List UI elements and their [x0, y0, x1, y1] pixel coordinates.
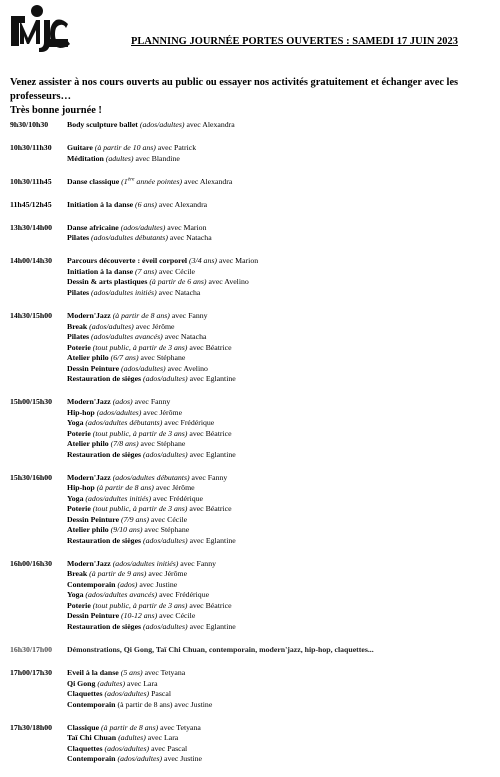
activity-audience: (ados/adultes)	[96, 407, 142, 417]
activity-teacher: (à partir de 8 ans) avec Justine	[117, 699, 213, 709]
intro-line-2: Très bonne journée !	[10, 105, 102, 116]
activity-item	[67, 668, 495, 679]
activity-audience: (1ère année pointes)	[121, 176, 183, 186]
activity-teacher: avec Justine	[164, 754, 202, 764]
activity-name: Poterie	[67, 600, 91, 610]
time-slot-activities	[67, 668, 495, 710]
activity-item	[67, 504, 495, 515]
activity-audience: (ados/adultes débutants)	[85, 418, 163, 428]
activity-name: Restauration de sièges	[67, 449, 142, 459]
time-slot	[10, 559, 495, 633]
activity-item	[67, 364, 495, 375]
activity-name: Parcours découverte : éveil corporel	[67, 256, 188, 266]
activity-name: Atelier philo	[67, 439, 109, 449]
time-slot-activities	[67, 473, 495, 547]
activity-item	[67, 723, 495, 734]
time-slot	[10, 200, 495, 211]
activity-teacher: avec Pascal	[151, 743, 188, 753]
intro-text	[10, 76, 490, 118]
activity-audience: (tout public, à partir de 3 ans)	[92, 600, 188, 610]
activity-item	[67, 177, 495, 188]
time-slot-time: 10h30/11h45	[10, 176, 52, 186]
activity-teacher: avec Cécile	[159, 611, 196, 621]
activity-audience: (tout public, à partir de 3 ans)	[92, 504, 188, 514]
time-slot-time: 15h30/16h00	[10, 472, 53, 482]
activity-audience: (ados/adultes débutants)	[112, 472, 190, 482]
time-slot-time: 14h00/14h30	[10, 256, 53, 266]
activity-audience: (à partir de 9 ans)	[89, 569, 147, 579]
activity-teacher: avec Fanny	[171, 311, 208, 321]
activity-item	[67, 744, 495, 755]
activity-name: Méditation	[67, 153, 104, 163]
activity-item	[67, 288, 495, 299]
activity-name: Atelier philo	[67, 353, 109, 363]
activity-name: Pilates	[67, 233, 90, 243]
activity-item	[67, 536, 495, 547]
time-slot-activities	[67, 143, 495, 164]
activity-name: Dessin & arts plastiques	[67, 277, 148, 287]
activity-teacher: avec Natacha	[169, 233, 212, 243]
activity-item	[67, 559, 495, 570]
activity-name: Atelier philo	[67, 525, 109, 535]
time-slot-time: 16h00/16h30	[10, 558, 53, 568]
activity-name: Taï Chi Chuan	[67, 733, 117, 743]
activity-item	[67, 418, 495, 429]
activity-item	[67, 322, 495, 333]
activity-item	[67, 494, 495, 505]
activity-audience: (5 ans)	[120, 668, 143, 678]
time-slot	[10, 256, 495, 298]
activity-name: Danse classique	[67, 176, 120, 186]
time-slot-time: 9h30/10h30	[10, 120, 49, 129]
activity-name: Poterie	[67, 428, 91, 438]
activity-teacher: avec Justine	[139, 579, 178, 589]
activity-teacher: avec Avelino	[208, 277, 249, 287]
activity-teacher: avec Jérôme	[155, 483, 195, 493]
activity-teacher: avec Béatrice	[189, 428, 232, 438]
activity-item	[67, 689, 495, 700]
activity-name: Modern'Jazz	[67, 558, 111, 568]
time-slot-activities	[67, 311, 495, 385]
activity-teacher: avec Stéphane	[140, 353, 186, 363]
logo-caption: Jouer les Yeux	[48, 48, 80, 53]
activity-audience: (ados)	[112, 397, 133, 407]
activity-audience: (ados)	[117, 579, 138, 589]
activity-teacher: avec Lara	[127, 678, 158, 688]
activity-name: Hip-hop	[67, 407, 95, 417]
activity-audience: (ados/adultes)	[143, 374, 188, 384]
activity-teacher: avec Cécile	[150, 514, 188, 524]
activity-item	[67, 525, 495, 536]
activity-teacher: avec Marion	[218, 256, 259, 266]
time-slot	[10, 120, 495, 131]
activity-name: Restauration de sièges	[67, 621, 142, 631]
activity-name: Pilates	[67, 332, 90, 342]
activity-teacher: avec Fanny	[191, 472, 228, 482]
activity-teacher: avec Natacha	[158, 287, 201, 297]
activity-audience: (tout public, à partir de 3 ans)	[92, 342, 188, 352]
activity-name: Poterie	[67, 342, 91, 352]
activity-audience: (ados/adultes débutants)	[91, 233, 168, 243]
activity-teacher: avec Tetyana	[160, 722, 201, 732]
activity-audience: (6/7 ans)	[110, 353, 139, 363]
activity-name: Initiation à la danse	[67, 199, 134, 209]
activity-audience: (7/9 ans)	[121, 514, 149, 524]
activity-item	[67, 429, 495, 440]
time-slot-time: 17h00/17h30	[10, 668, 53, 678]
activity-teacher: avec Jérôme	[135, 321, 175, 331]
time-slot-time: 14h30/15h00	[10, 311, 53, 321]
activity-name: Break	[67, 569, 88, 579]
activity-name: Pilates	[67, 287, 90, 297]
activity-item	[67, 277, 495, 288]
activity-item	[67, 353, 495, 364]
activity-name: Yoga	[67, 418, 84, 428]
activity-teacher: avec Frédérique	[159, 590, 210, 600]
activity-item	[67, 311, 495, 322]
activity-audience: (adultes)	[105, 153, 134, 163]
page-title: PLANNING JOURNÉE PORTES OUVERTES : SAMEDI 17 JUIN 2023	[131, 36, 459, 47]
activity-teacher: avec Blandine	[135, 153, 180, 163]
activity-audience: (6 ans)	[135, 199, 157, 209]
activity-audience: (ados/adultes initiés)	[85, 493, 152, 503]
activity-name: Dessin Peinture	[67, 363, 120, 373]
activity-name: Claquettes	[67, 743, 103, 753]
activity-teacher: avec Lara	[147, 733, 179, 743]
activity-item	[67, 439, 495, 450]
activity-audience: (ados/adultes initiés)	[112, 558, 179, 568]
activity-item	[67, 397, 495, 408]
activity-item	[67, 611, 495, 622]
activity-item	[67, 645, 495, 656]
activity-name: Yoga	[67, 493, 84, 503]
activity-name: Contemporain	[67, 579, 116, 589]
activity-name: Body sculpture ballet	[67, 120, 138, 129]
activity-teacher: avec Patrick	[157, 143, 197, 153]
activity-teacher: avec Fanny	[134, 397, 171, 407]
activity-name: Modern'Jazz	[67, 311, 111, 321]
activity-teacher: avec Stéphane	[140, 439, 186, 449]
activity-teacher: avec Alexandra	[186, 120, 235, 129]
activity-audience: (7/8 ans)	[110, 439, 139, 449]
activity-item	[67, 200, 495, 211]
activity-name: Initiation à la danse	[67, 266, 134, 276]
activity-teacher: avec Cécile	[158, 266, 196, 276]
activity-name: Break	[67, 321, 88, 331]
activity-audience: (9/10 ans)	[110, 525, 143, 535]
activity-teacher: avec Frédérique	[164, 418, 215, 428]
activity-name: Claquettes	[67, 689, 103, 699]
activity-name: Dessin Peinture	[67, 611, 120, 621]
activity-item	[67, 569, 495, 580]
activity-audience: (à partir de 8 ans)	[112, 311, 170, 321]
activity-item	[67, 332, 495, 343]
time-slot	[10, 473, 495, 547]
activity-item	[67, 679, 495, 690]
activity-teacher: avec Marion	[167, 222, 207, 232]
activity-audience: (adultes)	[97, 678, 126, 688]
activity-item	[67, 622, 495, 633]
activity-name: Contemporain	[67, 699, 116, 709]
activity-audience: (7 ans)	[135, 266, 157, 276]
time-slot	[10, 668, 495, 710]
activity-audience: (ados/adultes)	[143, 621, 188, 631]
time-slot	[10, 645, 495, 656]
time-slot-time: 11h45/12h45	[10, 199, 52, 209]
activity-name: Dessin Peinture	[67, 514, 120, 524]
time-slot-activities	[67, 120, 495, 131]
activity-teacher: avec Eglantine	[189, 449, 236, 459]
activity-item	[67, 580, 495, 591]
activity-teacher: avec Fanny	[180, 558, 217, 568]
activity-audience: (à partir de 8 ans)	[96, 483, 154, 493]
time-slot-time: 13h30/14h00	[10, 222, 53, 232]
activity-audience: (10-12 ans)	[121, 611, 158, 621]
time-slot	[10, 311, 495, 385]
activity-teacher: avec Jérôme	[143, 407, 183, 417]
activity-name: Eveil à la danse	[67, 668, 119, 678]
activity-audience: (ados/adultes)	[89, 321, 134, 331]
activity-audience: (tout public, à partir de 3 ans)	[92, 428, 188, 438]
time-slot-activities	[67, 645, 495, 656]
activity-teacher: avec Eglantine	[189, 535, 236, 545]
activity-teacher: avec Stéphane	[144, 525, 190, 535]
activity-teacher: avec Alexandra	[158, 199, 208, 209]
activity-teacher: avec Eglantine	[189, 374, 236, 384]
activity-audience: (ados/adultes)	[104, 689, 150, 699]
activity-teacher: avec Frédérique	[153, 493, 204, 503]
time-slot-activities	[67, 200, 495, 211]
activity-item	[67, 256, 495, 267]
activity-item	[67, 223, 495, 234]
activity-audience: (à partir de 6 ans)	[149, 277, 207, 287]
time-slot-time: 16h30/17h00	[10, 644, 53, 654]
activity-name: Hip-hop	[67, 483, 95, 493]
activity-item	[67, 473, 495, 484]
activity-item	[67, 590, 495, 601]
activity-teacher: avec Avelino	[167, 363, 208, 373]
demo-text: Démonstrations, Qi Gong, Taï Chi Chuan, contemporain, modern'jazz, hip-hop, claquettes...	[67, 644, 374, 654]
activity-name: Restauration de sièges	[67, 535, 142, 545]
activity-name: Restauration de sièges	[67, 374, 142, 384]
activity-teacher: avec Eglantine	[189, 621, 236, 631]
time-slot-time: 15h00/15h30	[10, 397, 53, 407]
activity-teacher: avec Natacha	[164, 332, 207, 342]
time-slot	[10, 143, 495, 164]
activity-teacher: avec Tetyana	[144, 668, 186, 678]
time-slot	[10, 723, 495, 765]
time-slot	[10, 397, 495, 460]
activity-audience: (ados/adultes)	[104, 743, 150, 753]
activity-item	[67, 483, 495, 494]
activity-item	[67, 143, 495, 154]
activity-audience: (ados/adultes initiés)	[91, 287, 157, 297]
activity-item	[67, 154, 495, 165]
activity-name: Modern'Jazz	[67, 472, 111, 482]
activity-item	[67, 733, 495, 744]
time-slot	[10, 177, 495, 188]
logo	[10, 4, 80, 60]
activity-item	[67, 374, 495, 385]
activity-name: Poterie	[67, 504, 91, 514]
schedule	[10, 120, 495, 777]
activity-audience: (ados/adultes)	[143, 535, 188, 545]
activity-name: Yoga	[67, 590, 84, 600]
activity-item	[67, 601, 495, 612]
time-slot-time: 10h30/11h30	[10, 143, 52, 153]
activity-name: Guitare	[67, 143, 93, 153]
activity-item	[67, 754, 495, 765]
activity-audience: (ados/adultes)	[120, 222, 166, 232]
time-slot-activities	[67, 559, 495, 633]
time-slot-time: 17h30/18h00	[10, 722, 53, 732]
time-slot-activities	[67, 256, 495, 298]
activity-teacher: avec Jérôme	[148, 569, 188, 579]
intro-line-1: Venez assister à nos cours ouverts au public ou essayer nos activités gratuitement et échanger avec les professeurs…	[10, 77, 459, 102]
activity-audience: (ados/adultes)	[139, 120, 185, 129]
activity-item	[67, 700, 495, 711]
activity-audience: (ados/adultes avancés)	[85, 590, 158, 600]
activity-item	[67, 120, 495, 131]
activity-teacher: avec Alexandra	[184, 176, 233, 186]
activity-teacher: avec Béatrice	[189, 600, 232, 610]
activity-name: Danse africaine	[67, 222, 119, 232]
activity-item	[67, 450, 495, 461]
activity-item	[67, 408, 495, 419]
activity-audience: (ados/adultes)	[117, 754, 163, 764]
activity-item	[67, 233, 495, 244]
time-slot-activities	[67, 723, 495, 765]
time-slot-activities	[67, 177, 495, 188]
activity-item	[67, 515, 495, 526]
activity-item	[67, 343, 495, 354]
activity-teacher: avec Béatrice	[189, 342, 232, 352]
time-slot-activities	[67, 397, 495, 460]
activity-audience: (ados/adultes)	[143, 449, 188, 459]
activity-teacher: Pascal	[151, 689, 171, 699]
activity-teacher: avec Béatrice	[189, 504, 232, 514]
activity-name: Classique	[67, 722, 100, 732]
activity-audience: (ados/adultes avancés)	[91, 332, 163, 342]
activity-audience: (à partir de 10 ans)	[94, 143, 156, 153]
activity-name: Contemporain	[67, 754, 116, 764]
activity-name: Qi Gong	[67, 678, 96, 688]
time-slot-activities	[67, 223, 495, 244]
activity-audience: (3/4 ans)	[189, 256, 217, 266]
time-slot	[10, 223, 495, 244]
activity-item	[67, 267, 495, 278]
activity-name: Modern'Jazz	[67, 397, 111, 407]
activity-audience: (ados/adultes)	[121, 363, 166, 373]
activity-audience: (à partir de 8 ans)	[101, 722, 159, 732]
activity-audience: (adultes)	[118, 733, 146, 743]
